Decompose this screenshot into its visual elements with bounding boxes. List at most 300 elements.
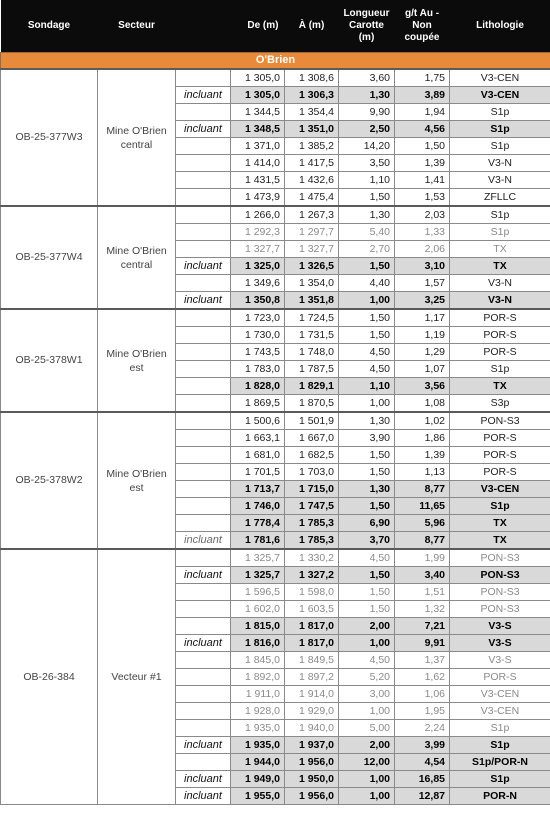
lithologie-cell: PON-S3 [450,567,550,584]
incluant-cell [176,447,231,464]
incluant-cell: incluant [176,258,231,275]
gt-au-cell: 1,02 [395,412,450,430]
longueur-cell: 2,70 [339,241,395,258]
longueur-cell: 1,30 [339,206,395,224]
incluant-cell [176,430,231,447]
secteur-line: central [120,258,153,271]
a-cell: 1 897,2 [285,669,339,686]
a-cell: 1 956,0 [285,788,339,805]
a-cell: 1 667,0 [285,430,339,447]
longueur-cell: 14,20 [339,138,395,155]
lithologie-cell: V3-CEN [450,686,550,703]
de-cell: 1 602,0 [231,601,285,618]
secteur-cell [98,309,176,412]
incluant-cell [176,327,231,344]
gt-au-cell: 8,77 [395,481,450,498]
incluant-cell [176,104,231,121]
a-cell: 1 385,2 [285,138,339,155]
lithologie-cell: TX [450,241,550,258]
gt-au-cell: 1,37 [395,652,450,669]
de-cell: 1 325,7 [231,549,285,567]
sondage-cell: OB-25-377W3 [1,69,98,206]
a-cell: 1 950,0 [285,771,339,788]
gt-au-cell: 1,62 [395,669,450,686]
longueur-cell: 1,50 [339,189,395,207]
de-cell: 1 828,0 [231,378,285,395]
longueur-cell: 1,50 [339,447,395,464]
lithologie-cell: S1p [450,737,550,754]
lithologie-cell: ZFLLC [450,189,550,207]
gt-au-cell: 1,99 [395,549,450,567]
gt-au-cell: 1,06 [395,686,450,703]
a-cell: 1 929,0 [285,703,339,720]
de-cell: 1 713,7 [231,481,285,498]
gt-au-cell: 8,77 [395,532,450,550]
a-cell: 1 937,0 [285,737,339,754]
longueur-cell: 3,70 [339,532,395,550]
gt-au-cell: 5,96 [395,515,450,532]
incluant-cell [176,155,231,172]
longueur-cell: 3,50 [339,155,395,172]
incluant-cell [176,241,231,258]
de-cell: 1 781,6 [231,532,285,550]
lithologie-cell: POR-S [450,344,550,361]
de-cell: 1 701,5 [231,464,285,481]
longueur-cell: 1,50 [339,258,395,275]
lithologie-cell: S1p [450,771,550,788]
lithologie-cell: POR-S [450,669,550,686]
de-cell: 1 350,8 [231,292,285,310]
a-cell: 1 785,3 [285,515,339,532]
longueur-cell: 1,30 [339,87,395,104]
de-cell: 1 815,0 [231,618,285,635]
incluant-cell [176,601,231,618]
header-longueur-line-3: (m) [358,32,375,43]
gt-au-cell: 3,56 [395,378,450,395]
lithologie-cell: POR-S [450,430,550,447]
a-cell: 1 785,3 [285,532,339,550]
incluant-cell [176,720,231,737]
de-cell: 1 325,0 [231,258,285,275]
de-cell: 1 305,0 [231,69,285,87]
longueur-cell: 4,50 [339,549,395,567]
header-secteur: Secteur [98,0,176,53]
a-cell: 1 940,0 [285,720,339,737]
secteur-line: est [129,361,144,374]
incluant-cell [176,652,231,669]
longueur-cell: 3,00 [339,686,395,703]
lithologie-cell: S1p [450,206,550,224]
gt-au-cell: 3,99 [395,737,450,754]
a-cell: 1 417,5 [285,155,339,172]
longueur-cell: 2,50 [339,121,395,138]
de-cell: 1 266,0 [231,206,285,224]
incluant-cell [176,584,231,601]
a-cell: 1 829,1 [285,378,339,395]
lithologie-cell: V3-N [450,275,550,292]
longueur-cell: 5,20 [339,669,395,686]
incluant-cell [176,309,231,327]
lithologie-cell: TX [450,515,550,532]
a-cell: 1 308,6 [285,69,339,87]
a-cell: 1 351,8 [285,292,339,310]
lithologie-cell: S3p [450,395,550,413]
gt-au-cell: 3,10 [395,258,450,275]
a-cell: 1 603,5 [285,601,339,618]
longueur-cell: 1,30 [339,481,395,498]
incluant-cell: incluant [176,635,231,652]
incluant-cell [176,703,231,720]
a-cell: 1 327,7 [285,241,339,258]
a-cell: 1 327,2 [285,567,339,584]
gt-au-cell: 2,24 [395,720,450,737]
secteur-cell [98,69,176,206]
incluant-cell [176,138,231,155]
incluant-cell [176,275,231,292]
gt-au-cell: 7,21 [395,618,450,635]
de-cell: 1 955,0 [231,788,285,805]
a-cell: 1 306,3 [285,87,339,104]
a-cell: 1 849,5 [285,652,339,669]
longueur-cell: 1,00 [339,292,395,310]
lithologie-cell: PON-S3 [450,601,550,618]
de-cell: 1 344,5 [231,104,285,121]
longueur-cell: 1,00 [339,771,395,788]
incluant-cell [176,618,231,635]
de-cell: 1 935,0 [231,737,285,754]
de-cell: 1 500,6 [231,412,285,430]
de-cell: 1 431,5 [231,172,285,189]
a-cell: 1 715,0 [285,481,339,498]
gt-au-cell: 1,50 [395,138,450,155]
lithologie-cell: V3-S [450,635,550,652]
header-longueur [339,0,395,53]
incluant-cell [176,464,231,481]
header-gt-au [395,0,450,53]
gt-au-cell: 1,17 [395,309,450,327]
longueur-cell: 1,30 [339,412,395,430]
header-gt-line-3: coupée [404,32,440,43]
longueur-cell: 5,40 [339,224,395,241]
a-cell: 1 354,4 [285,104,339,121]
a-cell: 1 724,5 [285,309,339,327]
lithologie-cell: V3-CEN [450,87,550,104]
lithologie-cell: S1p [450,138,550,155]
incluant-cell [176,549,231,567]
secteur-line: Mine O'Brien [106,244,167,257]
lithologie-cell: POR-S [450,464,550,481]
lithologie-cell: POR-S [450,447,550,464]
header-a: À (m) [285,0,339,53]
a-cell: 1 330,2 [285,549,339,567]
lithologie-cell: TX [450,258,550,275]
gt-au-cell: 1,33 [395,224,450,241]
gt-au-cell: 2,06 [395,241,450,258]
longueur-cell: 1,50 [339,601,395,618]
gt-au-cell: 4,56 [395,121,450,138]
lithologie-cell: V3-N [450,172,550,189]
a-cell: 1 817,0 [285,635,339,652]
a-cell: 1 817,0 [285,618,339,635]
secteur-cell [98,206,176,309]
de-cell: 1 414,0 [231,155,285,172]
lithologie-cell: S1p [450,720,550,737]
longueur-cell: 1,10 [339,172,395,189]
de-cell: 1 892,0 [231,669,285,686]
a-cell: 1 432,6 [285,172,339,189]
lithologie-cell: S1p/POR-N [450,754,550,771]
table-body [1,53,550,805]
lithologie-cell: V3-CEN [450,69,550,87]
incluant-cell [176,412,231,430]
de-cell: 1 869,5 [231,395,285,413]
a-cell: 1 475,4 [285,189,339,207]
gt-au-cell: 16,85 [395,771,450,788]
a-cell: 1 703,0 [285,464,339,481]
gt-au-cell: 1,51 [395,584,450,601]
header-longueur-line-1: Longueur [343,8,390,19]
secteur-cell [98,412,176,549]
incluant-cell [176,378,231,395]
a-cell: 1 354,0 [285,275,339,292]
a-cell: 1 747,5 [285,498,339,515]
lithologie-cell: V3-S [450,652,550,669]
gt-au-cell: 1,08 [395,395,450,413]
incluant-cell [176,69,231,87]
header-longueur-line-2: Carotte [348,20,384,31]
longueur-cell: 1,50 [339,464,395,481]
gt-au-cell: 1,41 [395,172,450,189]
table-row [1,69,550,87]
secteur-line: Mine O'Brien [106,124,167,137]
section-title: O'Brien [1,53,550,70]
incluant-cell: incluant [176,567,231,584]
incluant-cell [176,515,231,532]
secteur-line: Mine O'Brien [106,347,167,360]
longueur-cell: 1,00 [339,635,395,652]
lithologie-cell: V3-S [450,618,550,635]
lithologie-cell: S1p [450,361,550,378]
de-cell: 1 778,4 [231,515,285,532]
longueur-cell: 5,00 [339,720,395,737]
longueur-cell: 4,50 [339,361,395,378]
de-cell: 1 681,0 [231,447,285,464]
longueur-cell: 1,50 [339,498,395,515]
section-row [1,53,550,70]
longueur-cell: 4,50 [339,652,395,669]
incluant-cell [176,189,231,207]
incluant-cell: incluant [176,292,231,310]
gt-au-cell: 1,39 [395,155,450,172]
de-cell: 1 845,0 [231,652,285,669]
de-cell: 1 327,7 [231,241,285,258]
secteur-cell [98,549,176,805]
longueur-cell: 1,50 [339,567,395,584]
table-row [1,549,550,567]
header-gt-line-2: Non [412,20,432,31]
longueur-cell: 1,00 [339,395,395,413]
longueur-cell: 1,10 [339,378,395,395]
longueur-cell: 2,00 [339,737,395,754]
incluant-cell [176,395,231,413]
gt-au-cell: 11,65 [395,498,450,515]
a-cell: 1 748,0 [285,344,339,361]
sondage-cell: OB-26-384 [1,549,98,805]
de-cell: 1 743,5 [231,344,285,361]
header-incluant-blank [176,0,231,53]
lithologie-cell: POR-S [450,309,550,327]
lithologie-cell: TX [450,378,550,395]
incluant-cell [176,686,231,703]
de-cell: 1 730,0 [231,327,285,344]
longueur-cell: 1,50 [339,309,395,327]
a-cell: 1 682,5 [285,447,339,464]
longueur-cell: 2,00 [339,618,395,635]
longueur-cell: 9,90 [339,104,395,121]
longueur-cell: 1,00 [339,703,395,720]
gt-au-cell: 1,07 [395,361,450,378]
de-cell: 1 783,0 [231,361,285,378]
a-cell: 1 351,0 [285,121,339,138]
longueur-cell: 4,40 [339,275,395,292]
incluant-cell [176,498,231,515]
gt-au-cell: 12,87 [395,788,450,805]
table-row [1,412,550,430]
header-de: De (m) [231,0,285,53]
header-sondage: Sondage [1,0,98,53]
lithologie-cell: V3-N [450,155,550,172]
longueur-cell: 6,90 [339,515,395,532]
a-cell: 1 598,0 [285,584,339,601]
incluant-cell: incluant [176,737,231,754]
incluant-cell: incluant [176,788,231,805]
lithologie-cell: PON-S3 [450,412,550,430]
gt-au-cell: 9,91 [395,635,450,652]
sondage-cell: OB-25-377W4 [1,206,98,309]
incluant-cell [176,344,231,361]
lithologie-cell: V3-N [450,292,550,310]
table-row [1,206,550,224]
incluant-cell [176,224,231,241]
de-cell: 1 305,0 [231,87,285,104]
incluant-cell: incluant [176,87,231,104]
de-cell: 1 949,0 [231,771,285,788]
secteur-line: central [120,138,153,151]
lithologie-cell: POR-S [450,327,550,344]
de-cell: 1 911,0 [231,686,285,703]
lithologie-cell: S1p [450,224,550,241]
incluant-cell: incluant [176,771,231,788]
de-cell: 1 348,5 [231,121,285,138]
incluant-cell [176,361,231,378]
gt-au-cell: 1,29 [395,344,450,361]
lithologie-cell: V3-CEN [450,703,550,720]
secteur-line: est [129,481,144,494]
gt-au-cell: 2,03 [395,206,450,224]
longueur-cell: 4,50 [339,344,395,361]
de-cell: 1 816,0 [231,635,285,652]
incluant-cell [176,172,231,189]
a-cell: 1 914,0 [285,686,339,703]
gt-au-cell: 3,89 [395,87,450,104]
a-cell: 1 787,5 [285,361,339,378]
gt-au-cell: 1,39 [395,447,450,464]
a-cell: 1 501,9 [285,412,339,430]
incluant-cell [176,754,231,771]
longueur-cell: 12,00 [339,754,395,771]
gt-au-cell: 3,25 [395,292,450,310]
de-cell: 1 935,0 [231,720,285,737]
gt-au-cell: 1,19 [395,327,450,344]
gt-au-cell: 1,57 [395,275,450,292]
lithologie-cell: POR-N [450,788,550,805]
de-cell: 1 723,0 [231,309,285,327]
a-cell: 1 731,5 [285,327,339,344]
sondage-cell: OB-25-378W2 [1,412,98,549]
a-cell: 1 267,3 [285,206,339,224]
gt-au-cell: 1,86 [395,430,450,447]
de-cell: 1 944,0 [231,754,285,771]
incluant-cell [176,206,231,224]
incluant-cell: incluant [176,532,231,550]
a-cell: 1 326,5 [285,258,339,275]
lithologie-cell: PON-S3 [450,584,550,601]
lithologie-cell: V3-CEN [450,481,550,498]
longueur-cell: 1,50 [339,584,395,601]
gt-au-cell: 4,54 [395,754,450,771]
incluant-cell: incluant [176,121,231,138]
a-cell: 1 297,7 [285,224,339,241]
de-cell: 1 371,0 [231,138,285,155]
lithologie-cell: S1p [450,104,550,121]
de-cell: 1 325,7 [231,567,285,584]
header-lithologie: Lithologie [450,0,550,53]
de-cell: 1 928,0 [231,703,285,720]
header-gt-line-1: g/t Au - [404,8,440,19]
longueur-cell: 3,90 [339,430,395,447]
lithologie-cell: PON-S3 [450,549,550,567]
de-cell: 1 663,1 [231,430,285,447]
incluant-cell [176,669,231,686]
gt-au-cell: 1,94 [395,104,450,121]
de-cell: 1 473,9 [231,189,285,207]
longueur-cell: 1,50 [339,327,395,344]
gt-au-cell: 1,75 [395,69,450,87]
de-cell: 1 746,0 [231,498,285,515]
table-header-row [1,0,550,53]
a-cell: 1 956,0 [285,754,339,771]
gt-au-cell: 1,13 [395,464,450,481]
gt-au-cell: 1,53 [395,189,450,207]
longueur-cell: 1,00 [339,788,395,805]
de-cell: 1 349,6 [231,275,285,292]
table-row [1,309,550,327]
gt-au-cell: 1,95 [395,703,450,720]
secteur-line: Mine O'Brien [106,467,167,480]
secteur-line: Vecteur #1 [111,671,162,683]
lithologie-cell: TX [450,532,550,550]
lithologie-cell: S1p [450,498,550,515]
gt-au-cell: 1,32 [395,601,450,618]
a-cell: 1 870,5 [285,395,339,413]
gt-au-cell: 3,40 [395,567,450,584]
de-cell: 1 292,3 [231,224,285,241]
incluant-cell [176,481,231,498]
longueur-cell: 3,60 [339,69,395,87]
lithologie-cell: S1p [450,121,550,138]
sondage-cell: OB-25-378W1 [1,309,98,412]
de-cell: 1 596,5 [231,584,285,601]
